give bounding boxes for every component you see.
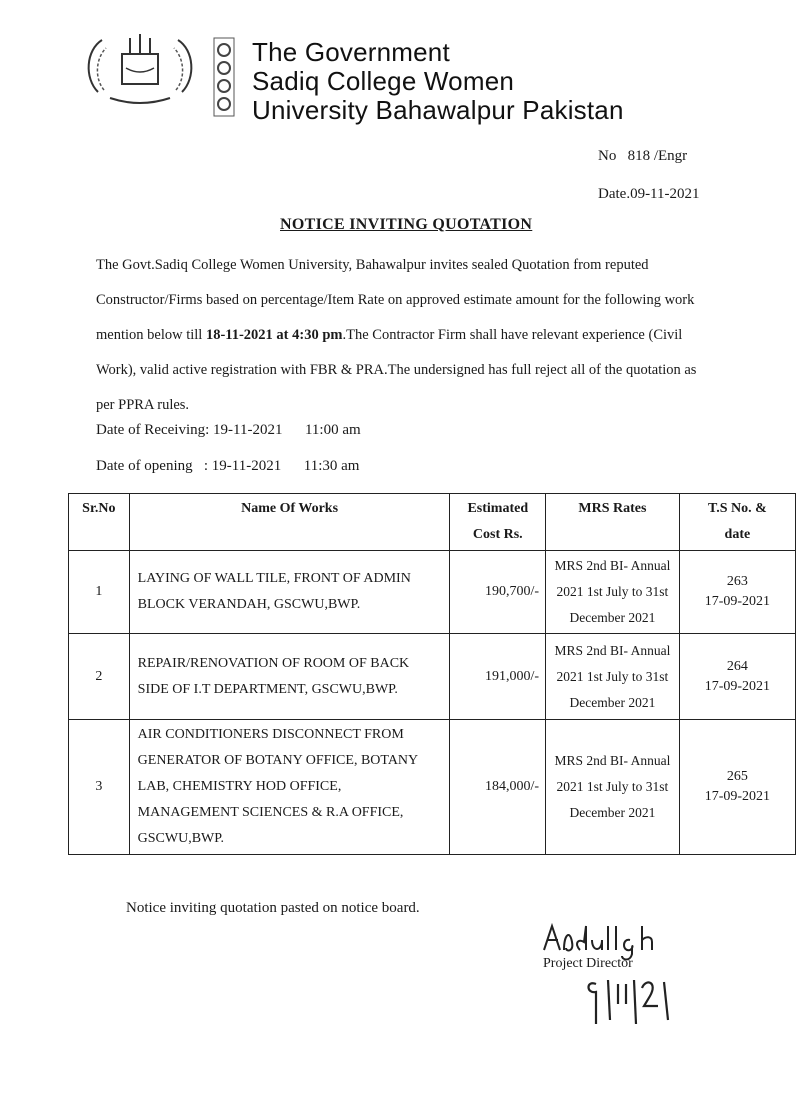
cell-estimated-cost: 184,000/- [450,720,546,855]
ts-number: 264 [726,658,748,674]
body-text-2: .The Contractor Firm shall have relevant experience (Civil Work), valid active registration with FBR & PRA.The undersigned has full reject all of the quotation as per PPRA rules. [96,327,697,413]
works-table [68,493,796,855]
header-name-of-works: Name Of Works [129,494,450,551]
reference-number: No 818 /Engr [598,148,688,164]
ts-number: 263 [726,574,748,589]
mrs-rate-text: MRS 2nd BI- Annual 2021 1st July to 31st December 2021 [554,642,671,710]
table-row [69,551,796,634]
cell-ts-no-date [679,551,795,634]
cell-ts-no-date [679,634,795,720]
cell-mrs-rates [546,551,680,634]
header-sr-no: Sr.No [69,494,130,551]
mrs-rate-text: MRS 2nd BI- Annual 2021 1st July to 31st December 2021 [554,753,671,820]
cell-name-of-work: LAYING OF WALL TILE, FRONT OF ADMIN BLOCK VERANDAH, GSCWU,BWP. [129,551,450,634]
header-ts-no-date [679,494,795,551]
ts-date: 17-09-2021 [704,789,771,804]
header-mrs-rates: MRS Rates [546,494,680,551]
notice-date: Date.09-11-2021 [598,186,700,202]
cell-sr-no: 3 [69,720,130,855]
ts-date: 17-09-2021 [704,678,771,694]
header-ts-line-2: date [724,527,751,542]
receiving-time: 11:00 am [304,422,361,438]
cell-ts-no-date [679,720,795,855]
header-estimated-cost [450,494,546,551]
header-cost-line-1: Estimated [467,501,529,516]
cell-mrs-rates [546,634,680,720]
university-logo [80,28,200,110]
signatory-role: Project Director [543,956,633,971]
ts-number: 265 [726,769,748,784]
cell-estimated-cost: 191,000/- [450,634,546,720]
table-row [69,720,796,855]
deadline-text: 18-11-2021 at 4:30 pm [205,327,343,343]
table-header-row [69,494,796,551]
header-cost-line-2: Cost Rs. [472,527,523,542]
signature [530,920,700,1060]
receiving-label: Date of Receiving: 19-11-2021 [96,422,283,438]
body-text-1: The Govt.Sadiq College Women University, Bahawalpur invites sealed Quotation from reputed Constructor/Firms based on percentage/Item Rate on approved estimate amount for the following work mention below till [96,257,695,343]
cell-estimated-cost: 190,700/- [450,551,546,634]
cell-sr-no: 1 [69,551,130,634]
opening-label: Date of opening : 19-11-2021 [96,458,282,474]
receiving-date [96,422,361,439]
header-ts-line-1: T.S No. & [707,501,767,516]
cell-mrs-rates [546,720,680,855]
org-line-3: University Bahawalpur Pakistan [252,95,624,125]
table-row [69,634,796,720]
org-line-2: Sadiq College Women [252,66,515,96]
notice-body [96,248,706,423]
opening-date [96,458,359,475]
cell-name-of-work: AIR CONDITIONERS DISCONNECT FROM GENERATOR OF BOTANY OFFICE, BOTANY LAB, CHEMISTRY HOD OFFICE, MANAGEMENT SCIENCES & R.A OFFICE, GSCWU,BWP. [129,720,450,855]
logo-vertical-mark [210,36,238,118]
org-line-1: The Government [252,37,450,67]
opening-time: 11:30 am [303,458,360,474]
cell-sr-no: 2 [69,634,130,720]
notice-board-note: Notice inviting quotation pasted on notice board. [126,900,420,916]
organization-name [252,38,624,125]
notice-title: NOTICE INVITING QUOTATION [280,216,533,233]
ts-date: 17-09-2021 [704,594,771,609]
mrs-rate-text: MRS 2nd BI- Annual 2021 1st July to 31st December 2021 [554,558,671,625]
cell-name-of-work: REPAIR/RENOVATION OF ROOM OF BACK SIDE OF I.T DEPARTMENT, GSCWU,BWP. [129,634,450,720]
